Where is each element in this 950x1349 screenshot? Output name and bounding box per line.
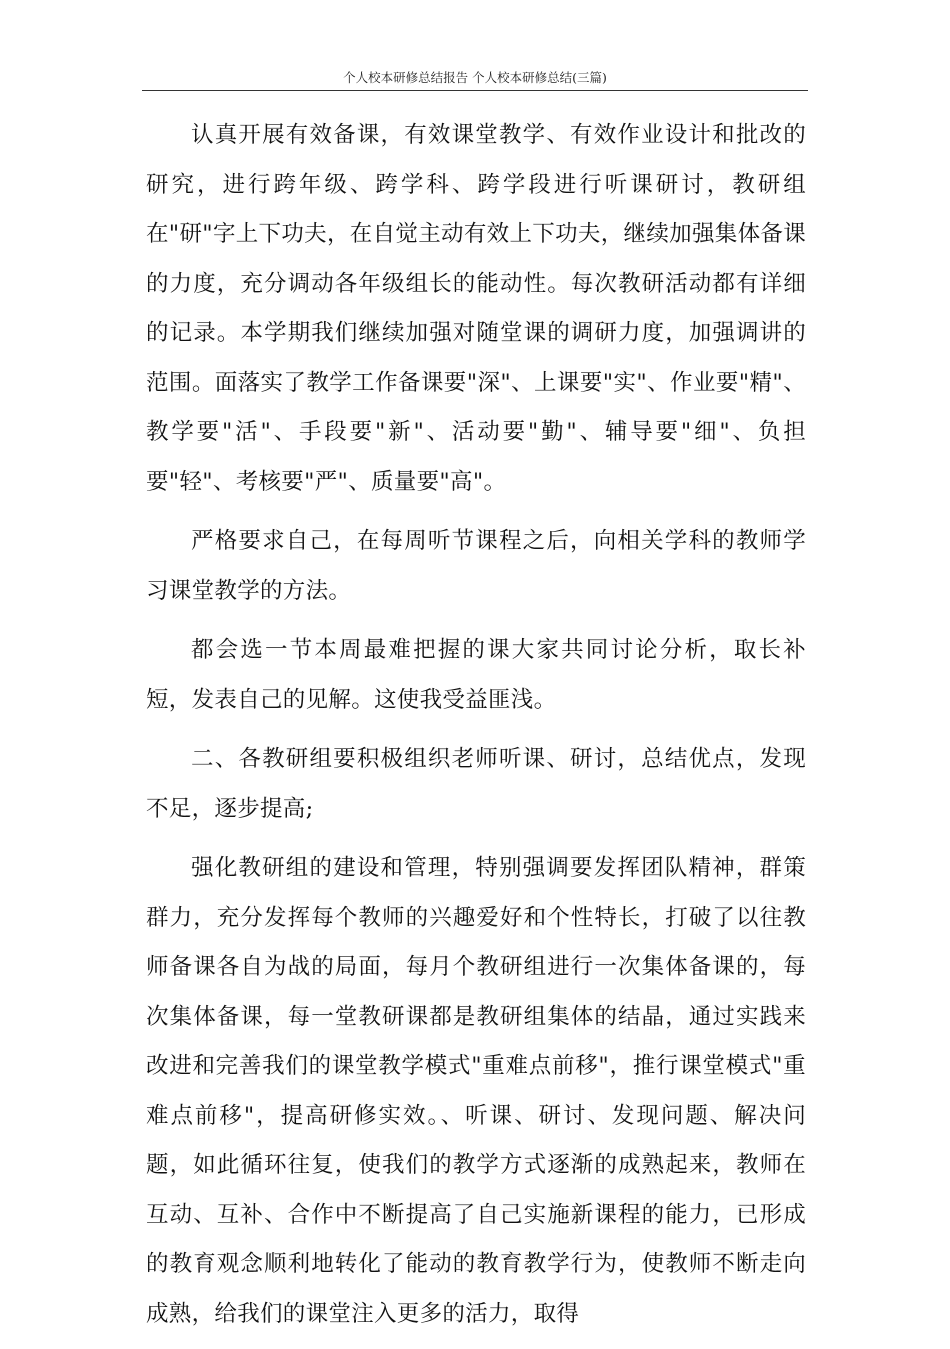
paragraph-1: 认真开展有效备课，有效课堂教学、有效作业设计和批改的研究，进行跨年级、跨学科、跨学段进行听课研讨，教研组在"研"字上下功夫，在自觉主动有效上下功夫，继续加强集体备课的力度，充分调动各年级组长的能动性。每次教研活动都有详细的记录。本学期我们继续加强对随堂课的调研力度，加强调讲的范围。面落实了教学工作备课要"深"、上课要"实"、作业要"精"、教学要"活"、手段要"新"、活动要"勤"、辅导要"细"、负担要"轻"、考核要"严"、质量要"高"。 bbox=[146, 122, 806, 495]
document-body bbox=[146, 111, 806, 1349]
page-header: 个人校本研修总结报告 个人校本研修总结(三篇) bbox=[142, 70, 808, 91]
paragraph-4-section-heading: 二、各教研组要积极组织老师听课、研讨，总结优点，发现不足，逐步提高; bbox=[146, 746, 806, 822]
paragraph-2: 严格要求自己，在每周听节课程之后，向相关学科的教师学习课堂教学的方法。 bbox=[146, 528, 806, 604]
paragraph-3: 都会选一节本周最难把握的课大家共同讨论分析，取长补短，发表自己的见解。这使我受益匪浅。 bbox=[146, 637, 806, 713]
paragraph-5: 强化教研组的建设和管理，特别强调要发挥团队精神，群策群力，充分发挥每个教师的兴趣爱好和个性特长，打破了以往教师备课各自为战的局面，每月个教研组进行一次集体备课的，每次集体备课，每一堂教研课都是教研组集体的结晶，通过实践来改进和完善我们的课堂教学模式"重难点前移"，推行课堂模式"重难点前移"，提高研修实效。、听课、研讨、发现问题、解决问题，如此循环往复，使我们的教学方式逐渐的成熟起来，教师在互动、互补、合作中不断提高了自己实施新课程的能力，已形成的教育观念顺利地转化了能动的教育教学行为，使教师不断走向成熟，给我们的课堂注入更多的活力，取得 bbox=[146, 855, 806, 1327]
